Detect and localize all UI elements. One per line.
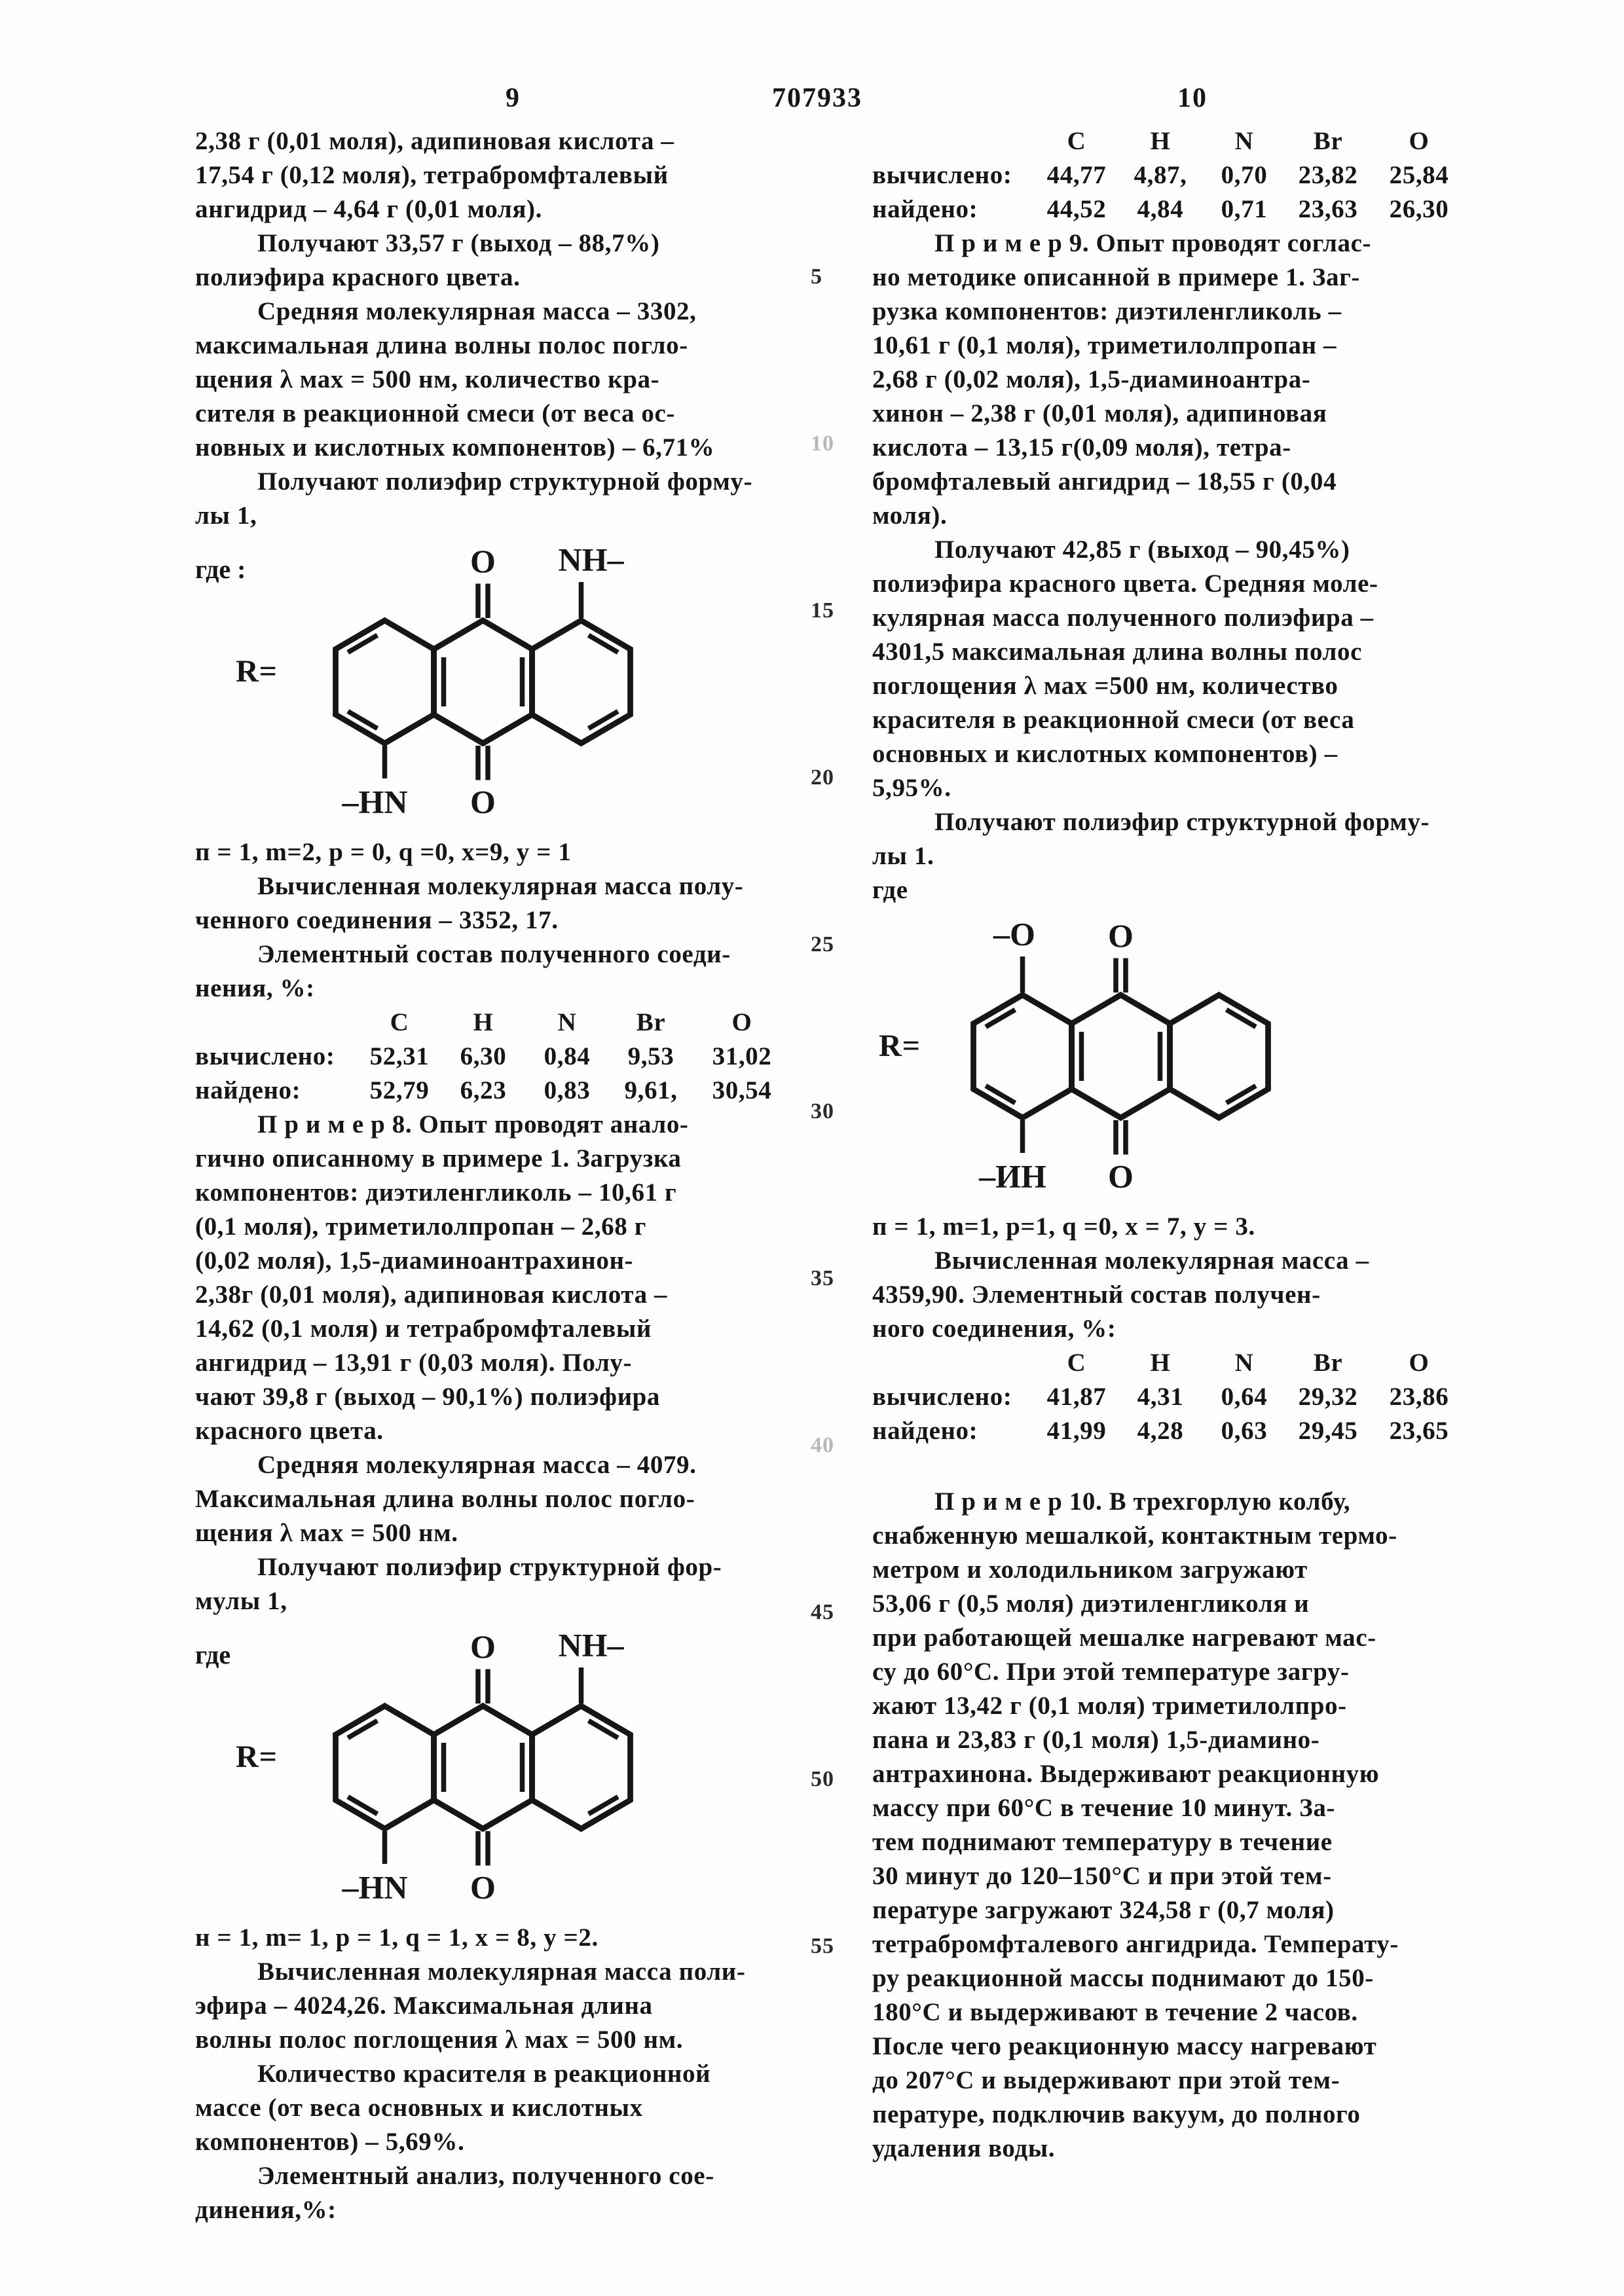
margin-line-number: 45 — [811, 1600, 834, 1624]
table-header-row — [872, 124, 1481, 158]
text-line: кислота – 13,15 г(0,09 моля), тетра- — [872, 433, 1291, 462]
text-line: моля). — [872, 501, 948, 530]
element-header: Br — [1313, 1349, 1343, 1377]
margin-line-numbers — [811, 264, 870, 2101]
amine-bottom-label: –ИН — [979, 1157, 1046, 1195]
value-cell: 30,54 — [712, 1076, 772, 1104]
text-line: поглощения λ мах =500 нм, количество — [872, 672, 1338, 700]
row-label: вычислено: — [872, 161, 1012, 189]
value-cell: 23,82 — [1298, 161, 1358, 189]
text-line: Вычисленная молекулярная масса – — [934, 1247, 1369, 1275]
oxygen-top-label: O — [1108, 917, 1134, 954]
text-line: массе (от веса основных и кислотных — [195, 2094, 643, 2122]
text-line: Средняя молекулярная масса – 4079. — [257, 1451, 697, 1479]
text-line: красного цвета. — [195, 1417, 384, 1445]
amine-bottom-label: –HN — [342, 783, 408, 820]
value-cell: 26,30 — [1389, 195, 1449, 223]
text-line: 10,61 г (0,1 моля), триметилолпропан – — [872, 331, 1337, 359]
text-line: Получают полиэфир структурной форму- — [934, 808, 1430, 836]
value-cell: 52,79 — [369, 1076, 430, 1104]
text-line: рузка компонентов: диэтиленгликоль – — [872, 297, 1342, 325]
text-line: Получают 33,57 г (выход – 88,7%) — [257, 229, 660, 257]
formula-parameters: п = 1, m=1, p=1, q =0, x = 7, y = 3. — [872, 1212, 1255, 1241]
text-line: удаления воды. — [872, 2134, 1056, 2162]
text-line: 2,68 г (0,02 моля), 1,5-диаминоантра- — [872, 365, 1311, 393]
table-row — [872, 1414, 1481, 1448]
margin-line-number: 50 — [811, 1767, 834, 1791]
text-line: 2,38г (0,01 моля), адипиновая кислота – — [195, 1281, 668, 1309]
value-cell: 4,28 — [1137, 1417, 1184, 1445]
table-spacer — [872, 1346, 1035, 1380]
text-line: Получают полиэфир структурной фор- — [257, 1553, 722, 1581]
table-row — [872, 1380, 1481, 1414]
text-line: П р и м е р 10. В трехгорлую колбу, — [934, 1487, 1351, 1516]
value-cell: 41,99 — [1046, 1417, 1107, 1445]
value-cell: 44,52 — [1046, 195, 1107, 223]
text-line: 4359,90. Элементный состав получен- — [872, 1281, 1321, 1309]
element-header: H — [1150, 1349, 1171, 1377]
oxy-top-left-label: –O — [993, 915, 1035, 953]
page-number-right: 10 — [1177, 83, 1208, 113]
element-header: C — [1067, 127, 1086, 155]
text-line: чают 39,8 г (выход – 90,1%) полиэфира — [195, 1383, 661, 1411]
text-line: волны полос поглощения λ мах = 500 нм. — [195, 2026, 684, 2054]
text-line: кулярная масса полученного полиэфира – — [872, 604, 1374, 632]
elemental-composition-table — [872, 124, 1481, 227]
text-block — [195, 1955, 788, 2227]
value-cell: 52,31 — [369, 1042, 430, 1070]
margin-line-number: 30 — [811, 1099, 834, 1123]
left-column — [195, 124, 788, 2227]
text-line: метром и холодильником загружают — [872, 1556, 1308, 1584]
text-line: Вычисленная молекулярная масса поли- — [257, 1958, 746, 1986]
text-line: сителя в реакционной смеси (от веса ос- — [195, 399, 676, 428]
table-row — [872, 158, 1481, 192]
text-line: Количество красителя в реакционной — [257, 2060, 711, 2088]
text-line: Вычисленная молекулярная масса полу- — [257, 872, 744, 900]
element-header: N — [1234, 1349, 1254, 1377]
text-line: После чего реакционную массу нагревают — [872, 2032, 1377, 2060]
value-cell: 0,70 — [1221, 161, 1268, 189]
amine-top-label: NH– — [558, 541, 624, 578]
value-cell: 23,63 — [1298, 195, 1358, 223]
value-cell: 0,84 — [544, 1042, 591, 1070]
margin-line-number: 15 — [811, 598, 834, 623]
element-header: O — [1409, 1349, 1430, 1377]
text-line: Средняя молекулярная масса – 3302, — [257, 297, 697, 325]
text-line: где — [872, 876, 908, 904]
text-line: массу при 60°С в течение 10 минут. За- — [872, 1794, 1336, 1822]
text-block — [195, 1108, 788, 1618]
margin-line-number: 35 — [811, 1266, 834, 1290]
value-cell: 0,83 — [544, 1076, 591, 1104]
text-line: щения λ мах = 500 нм, количество кра- — [195, 365, 660, 393]
text-line: (0,1 моля), триметилолпропан – 2,68 г — [195, 1212, 647, 1241]
text-line: 5,95%. — [872, 774, 951, 802]
text-line: снабженную мешалкой, контактным термо- — [872, 1522, 1397, 1550]
text-line: Получают 42,85 г (выход – 90,45%) — [934, 536, 1350, 564]
chem-structure-1 — [195, 537, 788, 831]
margin-line-number: 55 — [811, 1934, 834, 1958]
text-line: основных и кислотных компонентов) – — [872, 740, 1338, 768]
row-label: найдено: — [872, 1417, 978, 1445]
text-block — [195, 124, 788, 533]
margin-line-number: 5 — [811, 264, 822, 289]
text-line: пана и 23,83 г (0,1 моля) 1,5-диамино- — [872, 1726, 1320, 1754]
elemental-composition-table — [872, 1346, 1481, 1448]
table-spacer — [872, 124, 1035, 158]
value-cell: 6,23 — [460, 1076, 507, 1104]
text-line: полиэфира красного цвета. — [195, 263, 521, 291]
value-cell: 0,63 — [1221, 1417, 1268, 1445]
chem-structure-2 — [195, 1622, 788, 1917]
text-line: тетрабромфталевого ангидрида. Температу- — [872, 1930, 1399, 1958]
anthraquinone-skeleton — [295, 539, 688, 821]
value-cell: 23,65 — [1389, 1417, 1449, 1445]
text-line: ангидрид – 13,91 г (0,03 моля). Полу- — [195, 1349, 633, 1377]
value-cell: 6,30 — [460, 1042, 507, 1070]
text-line: Максимальная длина волны полос погло- — [195, 1485, 695, 1513]
value-cell: 29,45 — [1298, 1417, 1358, 1445]
row-label: найдено: — [195, 1076, 301, 1104]
value-cell: 0,64 — [1221, 1383, 1268, 1411]
table-spacer — [195, 1006, 358, 1040]
table-header-row — [195, 1006, 788, 1040]
r-equals-label: R= — [236, 654, 278, 689]
where-label: где : — [195, 555, 246, 584]
table-row — [195, 1074, 788, 1108]
r-equals-label: R= — [236, 1740, 278, 1774]
value-cell: 44,77 — [1046, 161, 1107, 189]
text-block — [872, 1244, 1481, 1346]
text-line: 4301,5 максимальная длина волны полос — [872, 638, 1363, 666]
text-line: компонентов) – 5,69%. — [195, 2128, 465, 2156]
element-header: O — [1409, 127, 1430, 155]
oxygen-bottom-label: O — [470, 783, 496, 820]
text-line: П р и м е р 9. Опыт проводят соглас- — [934, 229, 1372, 257]
oxygen-bottom-label: O — [1108, 1157, 1134, 1195]
text-line: красителя в реакционной смеси (от веса — [872, 706, 1355, 734]
text-line: мулы 1, — [195, 1587, 287, 1615]
text-line: максимальная длина волны полос погло- — [195, 331, 688, 359]
oxygen-bottom-label: O — [470, 1868, 496, 1906]
text-line: антрахинона. Выдерживают реакционную — [872, 1760, 1380, 1788]
element-header: Br — [1313, 127, 1343, 155]
table-header-row — [872, 1346, 1481, 1380]
text-line: Элементный анализ, полученного сое- — [257, 2162, 714, 2190]
formula-parameters: п = 1, m=2, p = 0, q =0, x=9, y = 1 — [195, 838, 572, 866]
value-cell: 31,02 — [712, 1042, 772, 1070]
row-label: найдено: — [872, 195, 978, 223]
text-line: пературе загружают 324,58 г (0,7 моля) — [872, 1896, 1335, 1924]
text-line: тем поднимают температуру в течение — [872, 1828, 1333, 1856]
element-header: O — [731, 1008, 752, 1036]
table-row — [872, 192, 1481, 227]
text-line: полиэфира красного цвета. Средняя моле- — [872, 570, 1378, 598]
text-line: (0,02 моля), 1,5-диаминоантрахинон- — [195, 1247, 634, 1275]
text-line: 30 минут до 120–150°С и при этой тем- — [872, 1862, 1332, 1890]
element-header: C — [390, 1008, 409, 1036]
amine-bottom-label: –HN — [342, 1868, 408, 1906]
page-number-left: 9 — [506, 83, 521, 113]
text-line: динения,%: — [195, 2196, 337, 2224]
text-line: гично описанному в примере 1. Загрузка — [195, 1144, 682, 1173]
value-cell: 0,71 — [1221, 195, 1268, 223]
value-cell: 29,32 — [1298, 1383, 1358, 1411]
element-header: H — [473, 1008, 494, 1036]
margin-line-number: 25 — [811, 932, 834, 957]
text-line: су до 60°С. При этой температуре загру- — [872, 1658, 1350, 1686]
text-line: П р и м е р 8. Опыт проводят анало- — [257, 1110, 689, 1139]
anthraquinone-skeleton — [295, 1625, 688, 1906]
right-column — [872, 124, 1481, 2166]
oxygen-top-label: O — [470, 543, 496, 579]
text-line: ного соединения, %: — [872, 1315, 1116, 1343]
text-line: новных и кислотных компонентов) – 6,71% — [195, 433, 715, 462]
amine-top-label: NH– — [558, 1626, 624, 1664]
value-cell: 23,86 — [1389, 1383, 1449, 1411]
text-line: ченного соединения – 3352, 17. — [195, 906, 559, 934]
formula-parameters: н = 1, m= 1, p = 1, q = 1, x = 8, y =2. — [195, 1923, 599, 1952]
value-cell: 4,87, — [1134, 161, 1187, 189]
value-cell: 9,53 — [627, 1042, 674, 1070]
element-header: N — [557, 1008, 577, 1036]
text-line: щения λ мах = 500 нм. — [195, 1519, 458, 1547]
value-cell: 4,84 — [1137, 195, 1184, 223]
r-equals-label: R= — [879, 1029, 921, 1063]
text-line: 2,38 г (0,01 моля), адипиновая кислота – — [195, 127, 674, 155]
element-header: H — [1150, 127, 1171, 155]
text-line: Получают полиэфир структурной форму- — [257, 467, 753, 496]
anthraquinone-skeleton — [932, 914, 1325, 1195]
text-line: бромфталевый ангидрид – 18,55 г (0,04 — [872, 467, 1337, 496]
text-line: до 207°С и выдерживают при этой тем- — [872, 2066, 1340, 2094]
text-line: ру реакционной массы поднимают до 150- — [872, 1964, 1374, 1992]
text-line: 180°С и выдерживают в течение 2 часов. — [872, 1998, 1358, 2026]
row-label: вычислено: — [872, 1383, 1012, 1411]
table-row — [195, 1040, 788, 1074]
text-block — [872, 227, 1481, 907]
where-label: где — [195, 1640, 231, 1669]
value-cell: 25,84 — [1389, 161, 1449, 189]
text-line: эфира – 4024,26. Максимальная длина — [195, 1992, 653, 2020]
text-line: но методике описанной в примере 1. Заг- — [872, 263, 1361, 291]
text-block — [872, 1485, 1481, 2166]
patent-number: 707933 — [772, 83, 862, 113]
text-line: лы 1, — [195, 501, 257, 530]
text-line: хинон – 2,38 г (0,01 моля), адипиновая — [872, 399, 1327, 428]
element-header: C — [1067, 1349, 1086, 1377]
text-line: при работающей мешалке нагревают мас- — [872, 1624, 1376, 1652]
margin-line-number: 40 — [811, 1433, 834, 1457]
text-line: компонентов: диэтиленгликоль – 10,61 г — [195, 1178, 677, 1207]
text-line: лы 1. — [872, 842, 934, 870]
value-cell: 9,61, — [624, 1076, 678, 1104]
text-line: 14,62 (0,1 моля) и тетрабромфталевый — [195, 1315, 652, 1343]
text-line: жают 13,42 г (0,1 моля) триметилолпро- — [872, 1692, 1347, 1720]
row-label: вычислено: — [195, 1042, 335, 1070]
text-line: 53,06 г (0,5 моля) диэтиленгликоля и — [872, 1590, 1310, 1618]
text-line: пературе, подключив вакуум, до полного — [872, 2100, 1361, 2128]
oxygen-top-label: O — [470, 1628, 496, 1665]
text-block — [195, 869, 788, 1006]
margin-line-number: 20 — [811, 765, 834, 790]
element-header: N — [1234, 127, 1254, 155]
chem-structure-3 — [872, 911, 1481, 1206]
text-line: Элементный состав полученного соеди- — [257, 940, 731, 968]
text-line: 17,54 г (0,12 моля), тетрабромфталевый — [195, 161, 669, 189]
margin-line-number: 10 — [811, 431, 834, 456]
element-header: Br — [636, 1008, 666, 1036]
text-line: нения, %: — [195, 974, 315, 1002]
value-cell: 41,87 — [1046, 1383, 1107, 1411]
elemental-composition-table — [195, 1006, 788, 1108]
text-line: ангидрид – 4,64 г (0,01 моля). — [195, 195, 542, 223]
value-cell: 4,31 — [1137, 1383, 1184, 1411]
